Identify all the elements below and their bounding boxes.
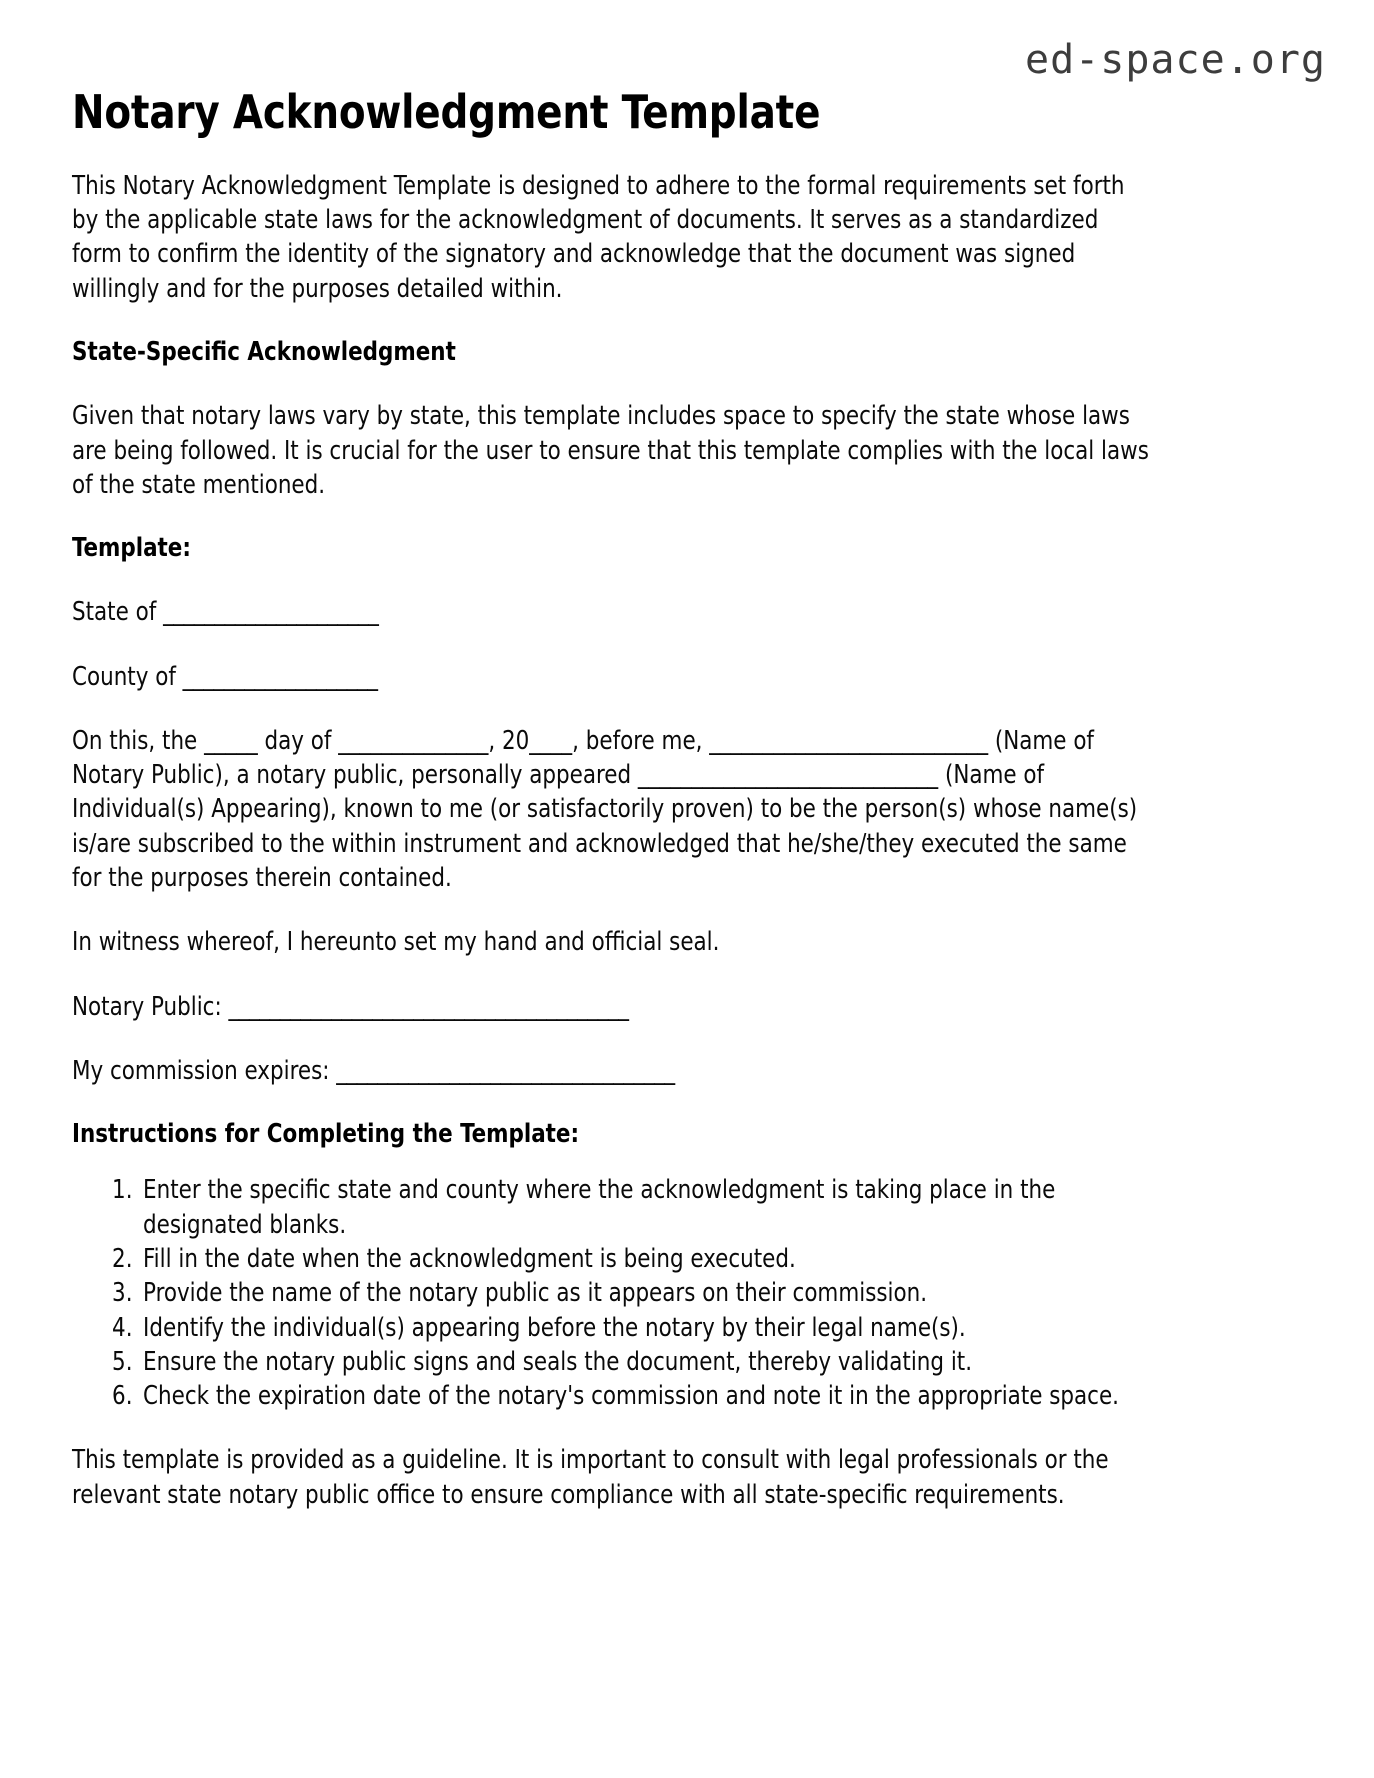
commission-expires-blank[interactable]: _________________________________ [336,1055,675,1086]
document-content [72,86,1154,1512]
notary-public-label: Notary Public: [72,991,229,1022]
state-of-label: State of [72,597,164,628]
acknowledgment-body-paragraph: On this, the _____ day of ______________, 20____, before me, __________________________ (Name of Notary Public), a notary public, personally appeared ____________________________ (Name of Individual(s) Appearing), known to me (or satisfactorily proven) to be the person(s) whose name(s) is/are subscribed to the within instrument and acknowledged that he/she/they executed the same for the purposes therein contained. [72,725,1138,894]
instructions-heading: Instructions for Completing the Template: [72,1119,580,1150]
state-of-line [72,595,1149,629]
template-heading: Template: [72,533,191,564]
county-of-blank[interactable]: ___________________ [182,661,378,692]
state-specific-heading: State-Specific Acknowledgment [72,337,456,368]
list-item: 5. Ensure the notary public signs and seals the document, thereby validating it. [139,1345,1149,1379]
notary-public-blank[interactable]: _______________________________________ [228,991,629,1022]
list-item: 2. Fill in the date when the acknowledgment is being executed. [139,1242,1149,1276]
notary-public-signature-line [72,990,1149,1024]
list-item: 6. Check the expiration date of the notary's commission and note it in the appropriate space. [139,1379,1149,1413]
county-of-label: County of [72,661,183,692]
list-item: 1. Enter the specific state and county where the acknowledgment is taking place in the designated blanks. [139,1173,1149,1242]
site-watermark: ed-space.org [1025,37,1326,83]
list-item: 3. Provide the name of the notary public as it appears on their commission. [139,1276,1149,1310]
county-of-line [72,660,1149,694]
commission-expires-line [72,1054,1149,1088]
intro-paragraph: This Notary Acknowledgment Template is designed to adhere to the formal requirements set forth by the applicable state laws for the acknowledgment of documents. It serves as a standardized form to confirm the identity of the signatory and acknowledge that the document was signed willingly and for the purposes detailed within. [72,170,1125,304]
instructions-list [72,1173,1149,1413]
closing-paragraph: This template is provided as a guideline. It is important to consult with legal professionals or the relevant state notary public office to ensure compliance with all state-specific requirements. [72,1445,1109,1510]
list-item: 4. Identify the individual(s) appearing before the notary by their legal name(s). [139,1311,1149,1345]
page-title: Notary Acknowledgment Template [72,85,821,139]
witness-line: In witness whereof, I hereunto set my hand and official seal. [72,927,720,958]
state-of-blank[interactable]: _____________________ [163,597,379,628]
commission-expires-label: My commission expires: [72,1055,337,1086]
state-specific-paragraph: Given that notary laws vary by state, this template includes space to specify the state whose laws are being followed. It is crucial for the user to ensure that this template complies with the local laws of the state mentioned. [72,401,1149,500]
